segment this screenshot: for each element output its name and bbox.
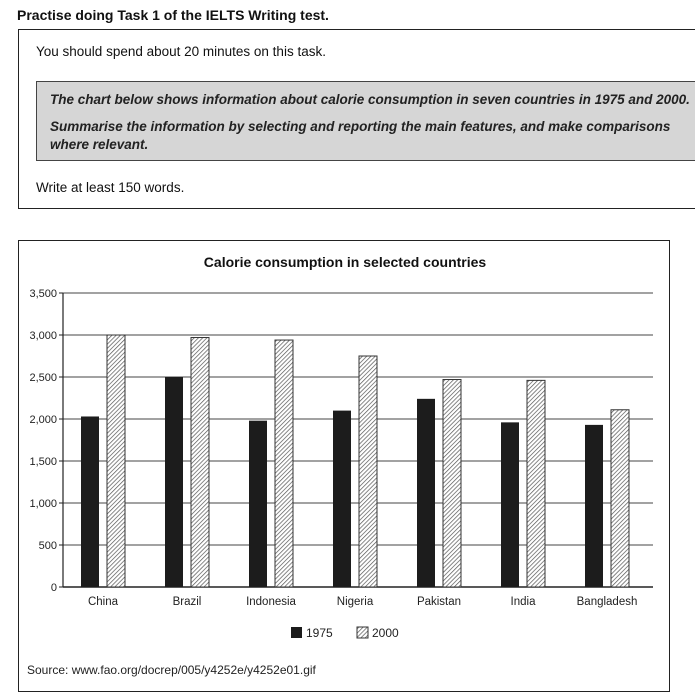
bar-1975-nigeria <box>333 411 351 587</box>
source-note: Source: www.fao.org/docrep/005/y4252e/y4252e01.gif <box>27 663 316 677</box>
y-tick-label: 3,000 <box>29 330 57 342</box>
chart-box <box>18 240 670 692</box>
bar-2000-pakistan <box>443 380 461 587</box>
legend <box>291 626 399 640</box>
task-box <box>18 29 695 209</box>
y-tick-label: 1,500 <box>29 456 57 468</box>
y-tick-label: 2,000 <box>29 414 57 426</box>
bar-2000-indonesia <box>275 340 293 587</box>
bar-1975-india <box>501 422 519 587</box>
bar-1975-china <box>81 416 99 587</box>
x-tick-label: India <box>510 596 536 608</box>
legend-label-1975: 1975 <box>306 626 333 640</box>
x-tick-label: Pakistan <box>416 596 462 608</box>
prompt-box <box>36 81 695 161</box>
bar-2000-bangladesh <box>611 410 629 587</box>
legend-swatch-1975 <box>291 627 302 638</box>
chart-title: Calorie consumption in selected countries <box>203 254 487 270</box>
bar-1975-bangladesh <box>585 425 603 587</box>
grid-layer <box>59 293 653 587</box>
word-instruction: Write at least 150 words. <box>36 180 185 195</box>
bar-2000-china <box>107 335 125 587</box>
legend-label-2000: 2000 <box>372 626 399 640</box>
y-tick-label: 500 <box>38 540 57 552</box>
bar-1975-pakistan <box>417 399 435 587</box>
time-instruction: You should spend about 20 minutes on this task. <box>36 44 326 59</box>
y-tick-label: 3,500 <box>29 288 57 300</box>
x-tick-label: Nigeria <box>336 596 374 608</box>
bar-2000-india <box>527 380 545 587</box>
bar-2000-brazil <box>191 338 209 587</box>
prompt-line-chart-description: The chart below shows information about calorie consumption in seven countries in 1975 and 2000. <box>50 92 690 107</box>
x-tick-label: China <box>87 596 119 608</box>
x-tick-label: Brazil <box>172 596 202 608</box>
x-tick-label: Indonesia <box>246 596 296 608</box>
bar-chart <box>19 241 671 693</box>
y-tick-label: 1,000 <box>29 498 57 510</box>
bar-2000-nigeria <box>359 356 377 587</box>
prompt-line-instructions: Summarise the information by selecting and reporting the main features, and make comparisons where relevant. <box>50 119 671 152</box>
y-tick-label: 2,500 <box>29 372 57 384</box>
legend-swatch-2000 <box>357 627 368 638</box>
x-tick-label: Bangladesh <box>576 596 638 608</box>
bar-1975-indonesia <box>249 421 267 587</box>
page-heading: Practise doing Task 1 of the IELTS Writing test. <box>17 7 329 23</box>
y-tick-label: 0 <box>50 582 57 594</box>
bar-1975-brazil <box>165 377 183 587</box>
